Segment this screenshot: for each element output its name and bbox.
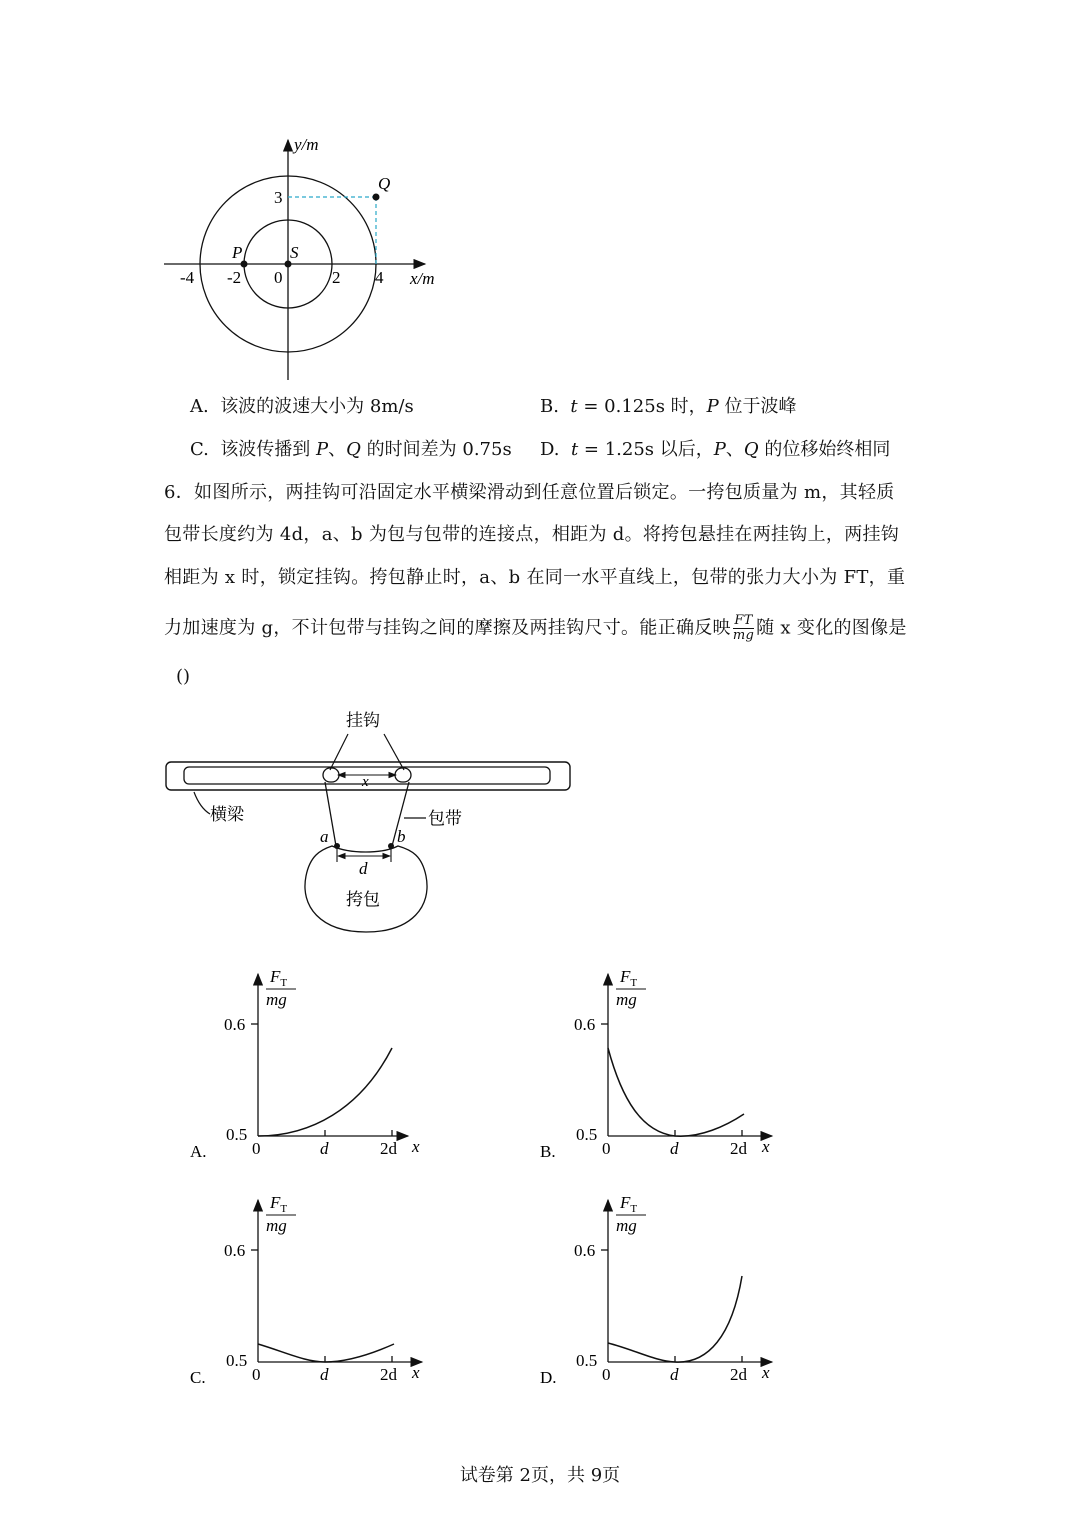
graph-c-y-den: mg [266,1216,287,1235]
label-q: Q [378,174,391,193]
label-s: S [290,243,299,262]
wave-circle-figure [150,130,470,380]
tick-x-0: 0 [274,268,283,287]
graph-a-label-2d: 2d [380,1139,397,1158]
graph-d-curve [608,1276,742,1362]
hook-beam-diagram [160,700,580,940]
graph-d-label-x: x [762,1363,770,1382]
hook-pointer-left [330,734,348,770]
graph-a-y-den: mg [266,990,287,1009]
graph-c-label-2d: 2d [380,1365,397,1384]
label-hook: 挂钩 [346,711,380,730]
graph-a-label-0: 0 [252,1139,261,1158]
q6-stem-line-1: 6．如图所示，两挂钩可沿固定水平横梁滑动到任意位置后锁定。一挎包质量为 m，其轻质 [164,482,895,503]
graph-c-option-letter: C. [190,1368,206,1387]
tick-y-3: 3 [274,188,283,207]
tick-x-minus4: -4 [180,268,195,287]
point-q [373,194,380,201]
q5-option-a: A. 该波的波速大小为 8m/s [190,396,414,417]
q5-option-c: C. 该波传播到 P、Q 的时间差为 0.75s [190,439,512,460]
label-b: b [397,827,406,846]
graph-b-option-letter: B. [540,1142,556,1161]
tick-x-2: 2 [332,268,341,287]
hook-pointer-right [384,734,404,770]
graph-b-label-06: 0.6 [574,1015,596,1034]
label-strap: 包带 [428,809,462,828]
graph-a-option-letter: A. [190,1142,207,1161]
graph-option-d [530,1186,790,1396]
label-a: a [320,827,329,846]
label-x: x [362,774,369,790]
q5-option-d: D. t = 1.25s 以后，P、Q 的位移始终相同 [540,439,891,460]
graph-c-curve [258,1344,394,1362]
graph-c-label-06: 0.6 [224,1241,246,1260]
label-bag: 挎包 [346,890,380,909]
tick-x-4: 4 [375,268,384,287]
graph-d-option-letter: D. [540,1368,557,1387]
beam-pointer [194,792,210,814]
graph-d-label-2d: 2d [730,1365,747,1384]
page-footer: 试卷第 2页，共 9页 [459,1465,621,1486]
graph-a-label-d: d [320,1139,329,1158]
graph-d-label-d: d [670,1365,679,1384]
graph-a-label-05: 0.5 [226,1125,248,1144]
graph-a-y-num: $F_T$ [270,967,288,989]
label-beam: 横梁 [210,805,244,824]
graph-a-label-x: x [412,1137,420,1156]
graph-d-label-0: 0 [602,1365,611,1384]
graph-b-label-05: 0.5 [576,1125,598,1144]
label-d: d [359,859,368,878]
x-axis-label: x/m [410,269,435,288]
graph-d-y-num: $F_T$ [620,1193,638,1215]
graph-b-label-2d: 2d [730,1139,747,1158]
graph-b-label-0: 0 [602,1139,611,1158]
graph-b-label-x: x [762,1137,770,1156]
graph-d-label-06: 0.6 [574,1241,596,1260]
graph-d-label-05: 0.5 [576,1351,598,1370]
graph-option-a [180,960,440,1170]
right-hook [395,768,411,782]
q6-stem-line-4: 力加速度为 g，不计包带与挂钩之间的摩擦及两挂钩尺寸。能正确反映 $\frac{FT}{mg}$ 随 x 变化的图像是 [164,613,907,643]
graph-c-y-num: $F_T$ [270,1193,288,1215]
q5-option-b: B. t = 0.125s 时，P 位于波峰 [540,396,797,417]
left-hook [323,768,339,782]
graph-b-curve [608,1048,744,1136]
label-p: P [232,243,243,262]
graph-c-label-x: x [412,1363,420,1382]
graph-d-y-den: mg [616,1216,637,1235]
q6-answer-blank: () [176,666,191,687]
tick-x-minus2: -2 [227,268,242,287]
graph-c-label-0: 0 [252,1365,261,1384]
q6-stem-line-3: 相距为 x 时，锁定挂钩。挎包静止时，a、b 在同一水平直线上，包带的张力大小为 FT，重 [164,567,906,588]
graph-c-label-05: 0.5 [226,1351,248,1370]
graph-b-y-num: $F_T$ [620,967,638,989]
graph-a-label-06: 0.6 [224,1015,246,1034]
graph-b-label-d: d [670,1139,679,1158]
graph-a-curve [258,1048,392,1136]
graph-option-b [530,960,790,1170]
graph-b-y-den: mg [616,990,637,1009]
q6-stem-line-2: 包带长度约为 4d，a、b 为包与包带的连接点，相距为 d。将挎包悬挂在两挂钩上，两挂钩 [164,524,900,545]
graph-option-c [180,1186,440,1396]
y-axis-label: y/m [294,135,319,154]
graph-c-label-d: d [320,1365,329,1384]
ft-over-mg-fraction: $\frac{FT}{mg}$ [732,613,755,643]
